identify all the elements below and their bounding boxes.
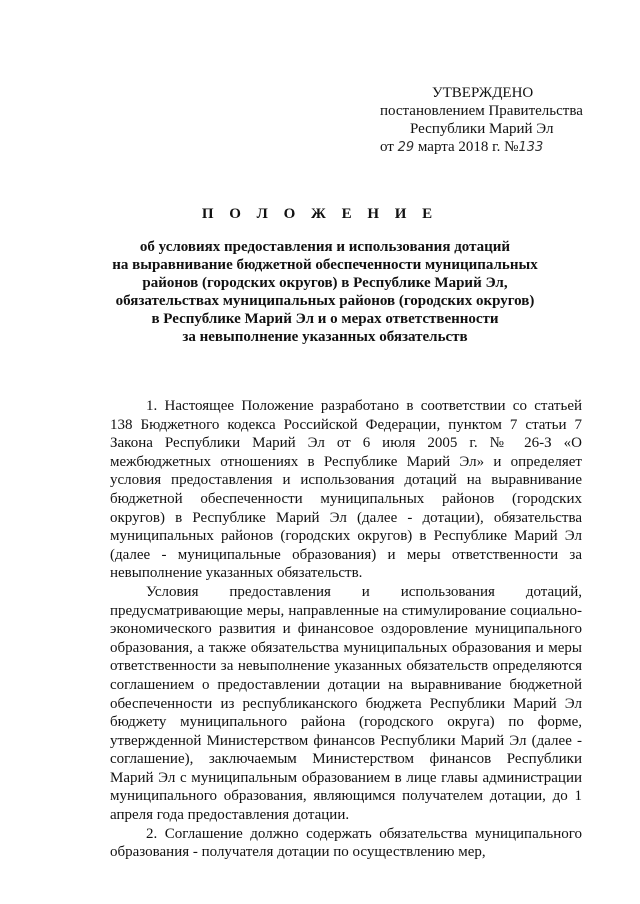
paragraph: 2. Соглашение должно содержать обязательства муниципального образования - получателя дотации по осуществлению мер, — [110, 825, 582, 861]
date-prefix: от — [380, 139, 394, 155]
subtitle-line: за невыполнение указанных обязательств — [182, 329, 468, 345]
approval-line-2: Республики Марий Эл — [410, 121, 554, 137]
approval-line-1: постановлением Правительства — [380, 103, 583, 119]
subtitle-line: на выравнивание бюджетной обеспеченности муниципальных — [112, 257, 538, 273]
subtitle-line: об условиях предоставления и использования дотаций — [139, 239, 511, 255]
approval-date-line — [380, 138, 600, 157]
subtitle-line: в Республике Марий Эл и о мерах ответственности — [151, 311, 499, 327]
approval-title: УТВЕРЖДЕНО — [432, 85, 534, 101]
date-day: 29 — [397, 140, 415, 155]
paragraph: 1. Настоящее Положение разработано в соответствии со статьей 138 Бюджетного кодекса Российской Федерации, пунктом 7 статьи 7 Закона Республики Марий Эл от 6 июля 2005 г. № 26-З «О межбюджетных отношениях в Республике Марий Эл» и определяет условия предоставления и использования дотаций на выравнивание бюджетной обеспеченности муниципальных районов (городских округов) в Республике Марий Эл (далее - дотации), обязательства муниципальных районов (городских округов) в Республике Марий Эл (далее - муниципальные образования) и меры ответственности за невыполнение указанных обязательств. — [110, 398, 582, 582]
decree-number: 133 — [518, 140, 544, 155]
document-title: П О Л О Ж Е Н И Е — [201, 206, 439, 222]
date-text: марта 2018 г. № — [417, 139, 519, 155]
document-body — [110, 397, 582, 862]
subtitle-line: обязательствах муниципальных районов (городских округов) — [115, 293, 535, 309]
approval-stamp — [380, 84, 600, 157]
document-subtitle — [110, 238, 540, 346]
paragraph: Условия предоставления и использования дотаций, предусматривающие меры, направленные на стимулирование социально-экономического развития и финансовое оздоровление муниципального образования, а также обязательства муниципальных образования и меры ответственности за невыполнение указанных обязательств определяются соглашением о предоставлении дотации на выравнивание бюджетной обеспеченности из республиканского бюджета Республики Марий Эл бюджету муниципального района (городского округа) по форме, утвержденной Министерством финансов Республики Марий Эл (далее - соглашение), заключаемым Министерством финансов Республики Марий Эл с муниципальным образованием в лице главы администрации муниципального образования, являющимся получателем дотации, до 1 апреля года предоставления дотации. — [110, 583, 582, 824]
subtitle-line: районов (городских округов) в Республике Марий Эл, — [142, 275, 508, 291]
